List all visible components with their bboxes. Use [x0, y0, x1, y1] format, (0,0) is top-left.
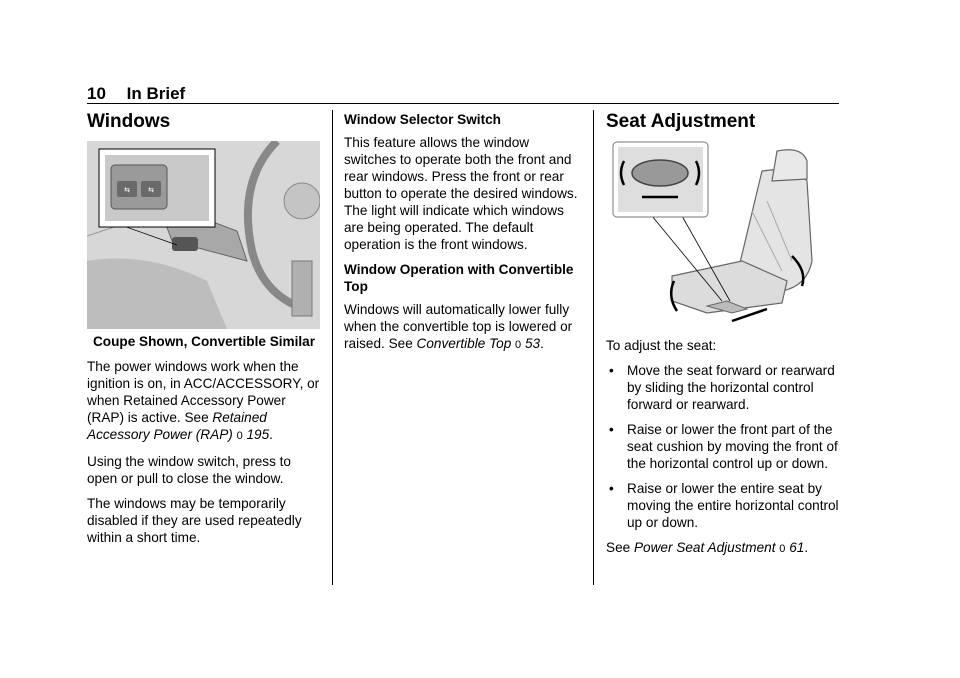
column-divider-2	[593, 110, 594, 585]
list-item: • Raise or lower the front part of the seat cushion by moving the front of the horizontal control up or down.	[609, 422, 838, 471]
list-item: • Raise or lower the entire seat by moving the entire horizontal control up or down.	[609, 481, 839, 530]
page-ref-53[interactable]: 53	[524, 336, 541, 351]
svg-text:⇆: ⇆	[148, 186, 154, 194]
running-header	[87, 84, 185, 104]
column-divider-1	[332, 110, 333, 585]
page-ref-195[interactable]: 195	[246, 427, 270, 442]
page-ref-icon: 0	[779, 543, 786, 555]
seat-adjustment-heading: Seat Adjustment	[606, 111, 756, 132]
header-rule	[87, 103, 839, 104]
seat-intro: To adjust the seat:	[606, 338, 717, 353]
seat-control-illustration	[612, 141, 824, 329]
column-window-selector	[344, 111, 582, 362]
window-switch-illustration	[87, 141, 320, 329]
column-windows	[87, 111, 321, 554]
seat-see-reference: See Power Seat Adjustment 0 61.	[606, 540, 809, 555]
section-title: In Brief	[126, 84, 186, 103]
convertible-top-heading: Window Operation with Convertible Top	[344, 262, 574, 294]
windows-heading: Windows	[87, 111, 171, 132]
svg-text:⇆: ⇆	[124, 186, 130, 194]
page-ref-icon: 0	[515, 339, 522, 351]
windows-paragraph-2: Using the window switch, press to open or pull to close the window.	[87, 454, 291, 486]
window-selector-heading: Window Selector Switch	[344, 112, 501, 127]
page-number: 10	[87, 84, 106, 103]
windows-paragraph-3: The windows may be temporarily disabled if they are used repeatedly within a short time.	[87, 496, 302, 545]
page-ref-61[interactable]: 61	[789, 540, 805, 555]
link-power-seat-adjustment[interactable]: Power Seat Adjustment	[633, 540, 776, 555]
windows-paragraph-1: The power windows work when the ignition is on, in ACC/ACCESSORY, or when Retained Accessory Power (RAP) is active. See Retained Accessory Power (RAP) 0 195.	[87, 359, 320, 442]
link-retained-accessory-power[interactable]: Retained Accessory Power (RAP)	[87, 410, 267, 442]
selector-paragraph: This feature allows the window switches to operate both the front and rear windows. Press the front or rear button to operate the desired windows. The light will indicate which windows are being operated. The default operation is the front windows.	[344, 135, 578, 252]
list-item: • Move the seat forward or rearward by sliding the horizontal control forward or rearward.	[609, 363, 835, 412]
link-convertible-top[interactable]: Convertible Top	[416, 336, 512, 351]
convertible-paragraph: Windows will automatically lower fully when the convertible top is lowered or raised. See Convertible Top 0 53.	[344, 302, 573, 351]
page-ref-icon: 0	[236, 430, 243, 442]
figure-caption: Coupe Shown, Convertible Similar	[92, 334, 316, 349]
column-seat-adjustment	[606, 111, 841, 566]
